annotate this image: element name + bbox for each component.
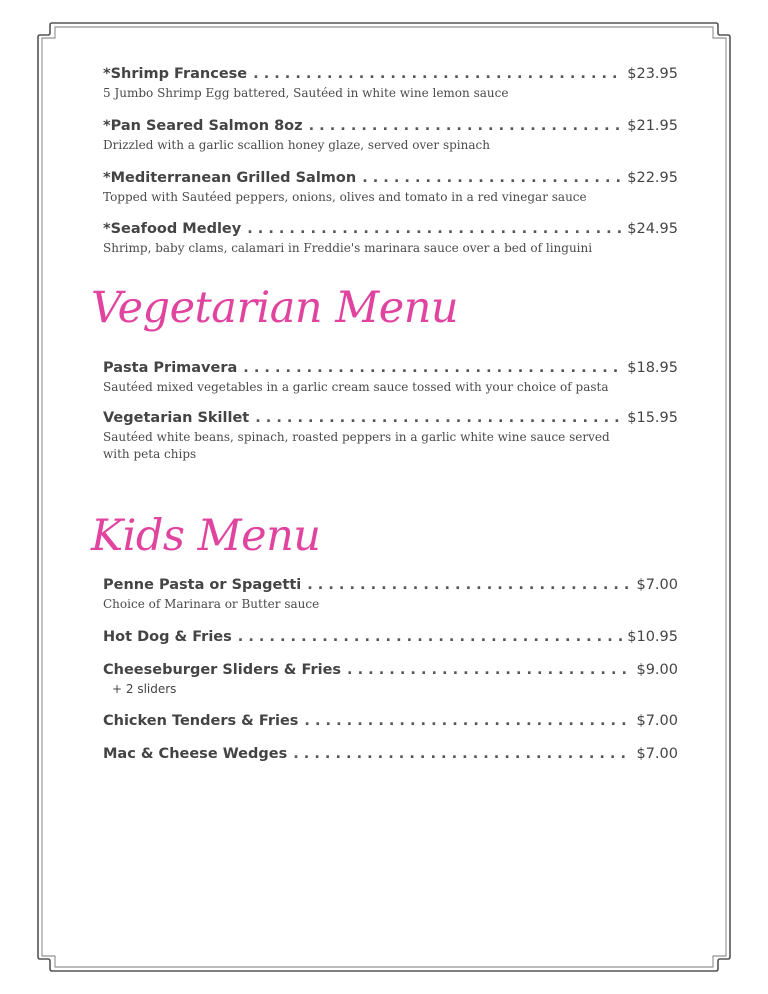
item-note: + 2 sliders — [112, 682, 177, 696]
item-description: Drizzled with a garlic scallion honey glaze, served over spinach — [103, 138, 490, 152]
leader-dots — [241, 219, 623, 239]
vegetarian-menu-title: Vegetarian Menu — [91, 283, 459, 333]
menu-item-pan-seared-salmon — [103, 116, 678, 154]
item-price: $15.95 — [627, 410, 678, 426]
leader-dots — [247, 64, 623, 84]
item-description: 5 Jumbo Shrimp Egg battered, Sautéed in white wine lemon sauce — [103, 86, 509, 100]
item-price: $7.00 — [636, 713, 678, 729]
item-price: $10.95 — [627, 629, 678, 645]
leader-dots — [356, 168, 623, 188]
item-description: Sautéed white beans, spinach, roasted peppers in a garlic white wine sauce served with peta chips — [103, 430, 610, 461]
leader-dots — [237, 358, 623, 378]
item-price: $23.95 — [627, 66, 678, 82]
kids-menu-title: Kids Menu — [91, 511, 321, 561]
item-description: Shrimp, baby clams, calamari in Freddie's marinara sauce over a bed of linguini — [103, 241, 593, 255]
menu-item-pasta-primavera — [103, 358, 678, 396]
item-price: $7.00 — [636, 746, 678, 762]
item-name: Hot Dog & Fries — [103, 629, 232, 645]
leader-dots — [341, 660, 632, 680]
leader-dots — [303, 116, 624, 136]
item-price: $22.95 — [627, 170, 678, 186]
leader-dots — [298, 711, 632, 731]
item-name: Cheeseburger Sliders & Fries — [103, 662, 342, 678]
menu-item-vegetarian-skillet — [103, 408, 678, 463]
item-name: Penne Pasta or Spagetti — [103, 577, 302, 593]
menu-item-chicken-tenders — [103, 711, 678, 731]
item-name: Chicken Tenders & Fries — [103, 713, 299, 729]
item-price: $24.95 — [627, 221, 678, 237]
menu-item-mediterranean-salmon — [103, 168, 678, 206]
menu-item-seafood-medley — [103, 219, 678, 257]
leader-dots — [287, 744, 632, 764]
menu-item-cheeseburger-sliders — [103, 660, 678, 698]
menu-item-mac-cheese-wedges — [103, 744, 678, 764]
item-name: *Shrimp Francese — [103, 66, 248, 82]
leader-dots — [301, 575, 632, 595]
item-price: $18.95 — [627, 360, 678, 376]
item-name: Mac & Cheese Wedges — [103, 746, 288, 762]
item-description: Topped with Sautéed peppers, onions, olives and tomato in a red vinegar sauce — [103, 190, 587, 204]
menu-item-penne-pasta — [103, 575, 678, 613]
leader-dots — [249, 408, 623, 428]
item-name: *Mediterranean Grilled Salmon — [103, 170, 357, 186]
item-price: $21.95 — [627, 118, 678, 134]
item-description: Sautéed mixed vegetables in a garlic cream sauce tossed with your choice of pasta — [103, 380, 609, 394]
leader-dots — [232, 627, 623, 647]
item-name: *Seafood Medley — [103, 221, 242, 237]
item-price: $9.00 — [636, 662, 678, 678]
item-price: $7.00 — [636, 577, 678, 593]
item-name: *Pan Seared Salmon 8oz — [103, 118, 303, 134]
menu-item-shrimp-francese — [103, 64, 678, 102]
menu-item-hot-dog-fries — [103, 627, 678, 647]
item-name: Pasta Primavera — [103, 360, 238, 376]
item-name: Vegetarian Skillet — [103, 410, 250, 426]
item-description: Choice of Marinara or Butter sauce — [103, 597, 320, 611]
